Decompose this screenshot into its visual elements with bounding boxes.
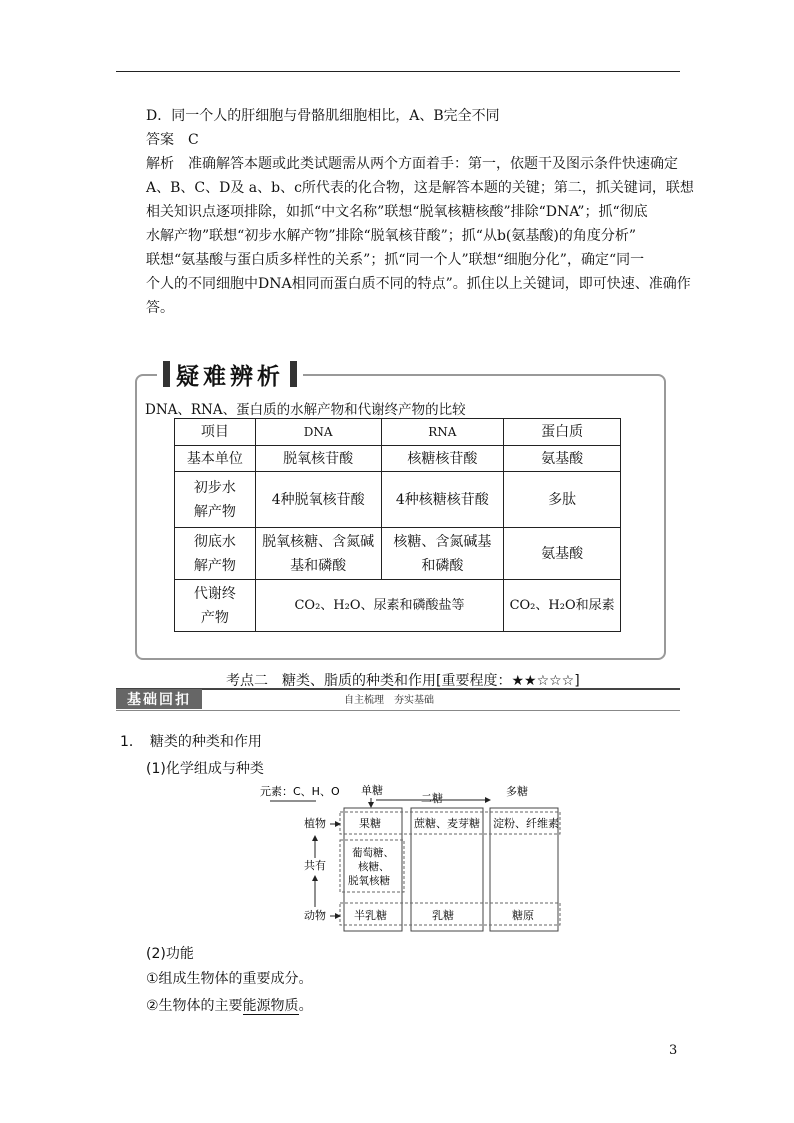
diagram-poly: 多糖 — [506, 785, 528, 798]
table-header-cell: 蛋白质 — [504, 419, 621, 446]
underlined-answer: 能源物质 — [242, 998, 299, 1014]
table-row — [175, 472, 621, 528]
diagram-shared-2: 核糖、 — [358, 861, 390, 873]
question-block — [146, 104, 694, 320]
topic2-heading: 考点二 糖类、脂质的种类和作用[重要程度：★★☆☆☆] — [226, 673, 580, 689]
table-row — [175, 419, 621, 446]
diagram-lactose: 乳糖 — [432, 909, 454, 922]
answer-line: 答案 C — [146, 132, 199, 148]
diagram-mono: 单糖 — [361, 784, 383, 797]
basics-subtitle: 自主梳理 夯实基础 — [344, 695, 434, 706]
table-cell: 脱氧核糖、含氮碱 基和磷酸 — [255, 528, 381, 580]
importance-stars: ★★☆☆☆ — [511, 673, 575, 689]
table-header-cell: 项目 — [175, 419, 256, 446]
section1-sub1: (1)化学组成与种类 — [146, 761, 264, 777]
diagram-shared-3: 脱氧核糖 — [348, 875, 390, 887]
diagram-shared: 共有 — [304, 859, 326, 872]
sugar-classification-diagram — [258, 780, 564, 932]
analysis-line: 解析 准确解答本题或此类试题需从两个方面着手：第一，依题干及图示条件快速确定 — [146, 156, 678, 172]
diagram-shared-1: 葡萄糖、 — [352, 847, 394, 859]
table-cell: CO₂、H₂O、尿素和磷酸盐等 — [255, 580, 503, 632]
table-cell: 彻底水 解产物 — [175, 528, 256, 580]
table-cell: CO₂、H₂O和尿素 — [504, 580, 621, 632]
diagram-animal: 动物 — [304, 909, 326, 922]
section1-title: 1． 糖类的种类和作用 — [120, 734, 262, 750]
table-cell: 氨基酸 — [504, 528, 621, 580]
table-cell: 代谢终 产物 — [175, 580, 256, 632]
table-header-cell: DNA — [255, 419, 381, 446]
title-bar-left — [163, 361, 170, 387]
table-cell: 多肽 — [504, 472, 621, 528]
diagram-plant-di: 蔗糖、麦芽糖 — [414, 817, 480, 830]
option-d: D．同一个人的肝细胞与骨骼肌细胞相比，A、B完全不同 — [146, 108, 500, 124]
table-cell: 4种核糖核苷酸 — [381, 472, 504, 528]
title-bar-right — [290, 361, 297, 387]
table-row — [175, 580, 621, 632]
basics-label: 基础回扣 — [116, 689, 202, 709]
table-header-cell: RNA — [381, 419, 504, 446]
analysis-line: 答。 — [146, 300, 174, 316]
analysis-line: 相关知识点逐项排除，如抓“中文名称”联想“脱氧核糖核酸”排除“DNA”；抓“彻底 — [146, 204, 648, 220]
analysis-line: 个人的不同细胞中DNA相同而蛋白质不同的特点”。抓住以上关键词，即可快速、准确作 — [146, 276, 691, 292]
diagram-elements: 元素：C、H、O — [260, 785, 340, 798]
diagram-glycogen: 糖原 — [512, 909, 534, 922]
table-cell: 4种脱氧核苷酸 — [255, 472, 381, 528]
table-cell: 核糖核苷酸 — [381, 446, 504, 472]
page-number: 3 — [669, 1043, 678, 1058]
analysis-line: A、B、C、D及 a、b、c所代表的化合物，这是解答本题的关键；第二，抓关键词，联想 — [146, 180, 694, 196]
table-cell: 初步水 解产物 — [175, 472, 256, 528]
analysis-line: 水解产物”联想“初步水解产物”排除“脱氧核苷酸”；抓“从b(氨基酸)的角度分析” — [146, 228, 636, 244]
difficulty-title: 疑难辨析 — [157, 358, 303, 390]
table-row — [175, 528, 621, 580]
table-cell: 核糖、含氮碱基 和磷酸 — [381, 528, 504, 580]
diagram-plant-poly: 淀粉、纤维素 — [493, 817, 559, 830]
table-row — [175, 446, 621, 472]
function-1: ①组成生物体的重要成分。 — [146, 971, 313, 987]
diagram-di: 二糖 — [421, 792, 443, 805]
table-cell: 氨基酸 — [504, 446, 621, 472]
section1-sub2: (2)功能 — [146, 946, 194, 962]
analysis-line: 联想“氨基酸与蛋白质多样性的关系”；抓“同一个人”联想“细胞分化”，确定“同一 — [146, 252, 645, 268]
comparison-caption: DNA、RNA、蛋白质的水解产物和代谢终产物的比较 — [145, 402, 466, 418]
diagram-galactose: 半乳糖 — [354, 909, 387, 922]
table-cell: 脱氧核苷酸 — [255, 446, 381, 472]
diagram-fructose: 果糖 — [359, 817, 381, 830]
diagram-plant: 植物 — [304, 817, 326, 830]
comparison-table — [174, 418, 621, 632]
function-2: ②生物体的主要能源物质。 — [146, 998, 313, 1014]
table-cell: 基本单位 — [175, 446, 256, 472]
header-rule — [116, 71, 680, 72]
